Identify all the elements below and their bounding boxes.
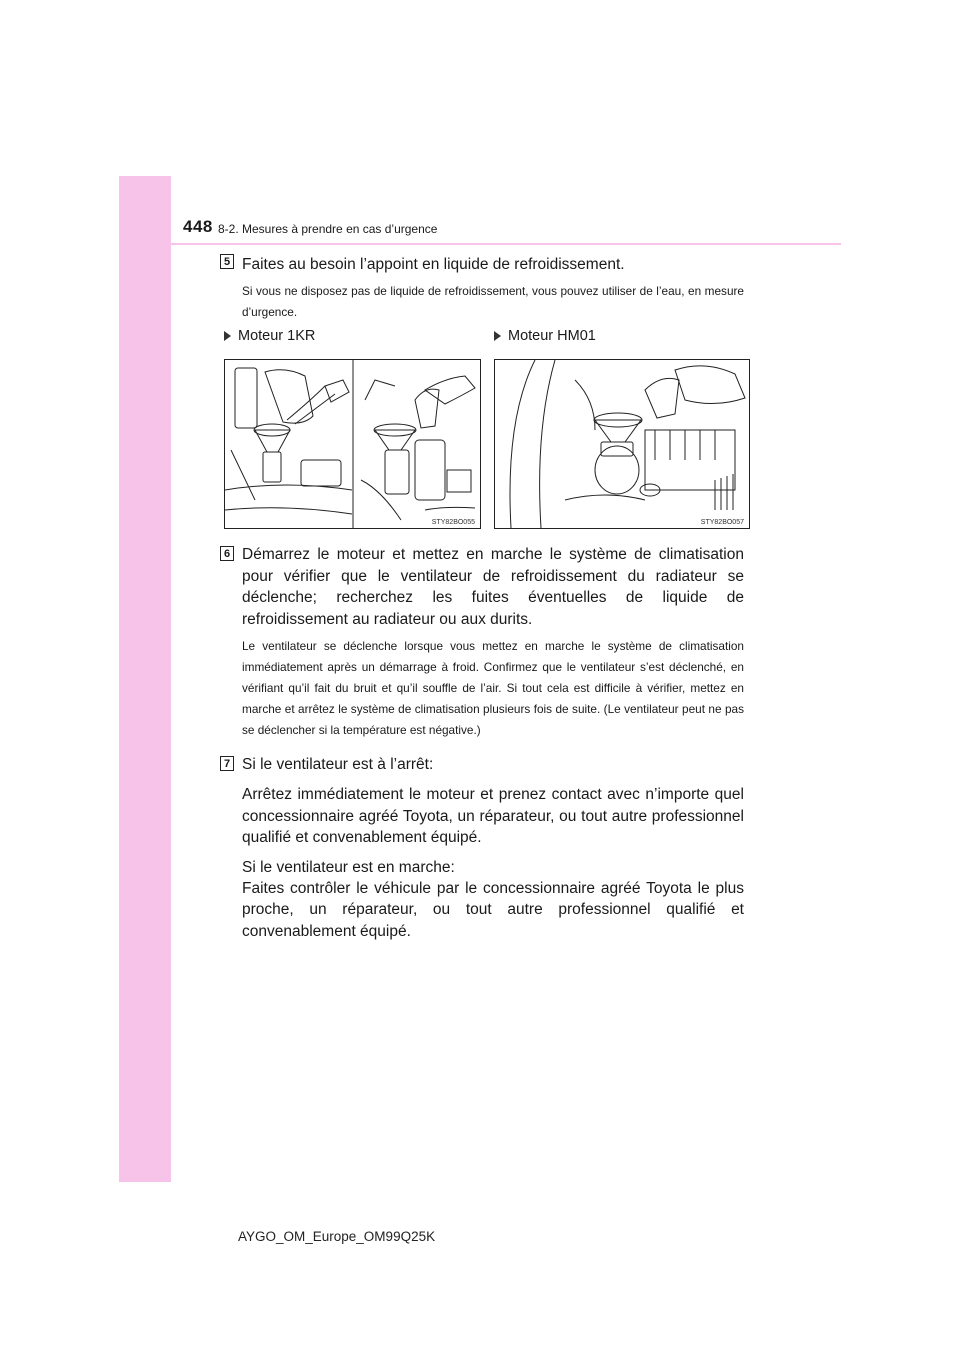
step-7-badge: 7 bbox=[220, 756, 234, 771]
triangle-bullet-icon bbox=[224, 331, 231, 341]
header-rule bbox=[171, 243, 841, 245]
step-5-block bbox=[242, 254, 744, 323]
step-7-action-running: Faites contrôler le véhicule par le concessionnaire agréé Toyota le plus proche, un réparateur, ou tout autre professionnel qualifié et convenablement équipé. bbox=[242, 879, 744, 940]
engine-label-1kr-text: Moteur 1KR bbox=[238, 328, 316, 344]
page-number: 448 bbox=[183, 217, 213, 236]
step-6-note: Le ventilateur se déclenche lorsque vous mettez en marche le système de climatisation immédiatement après un démarrage à froid. Confirmez que le ventilateur s’est déclenché, en vérifiant qu’il fait du bruit et qu’il souffle de l’air. Si tout cela est difficile à vérifier, mettez en marche et arrêtez le système de climatisation plusieurs fois de suite. (Le ventilateur peut ne pas se déclencher si la température est négative.) bbox=[242, 639, 744, 737]
figure-engine-hm01 bbox=[494, 359, 750, 529]
step-5-note: Si vous ne disposez pas de liquide de refroidissement, vous pouvez utiliser de l’eau, en mesure d’urgence. bbox=[242, 284, 744, 319]
step-6-heading: Démarrez le moteur et mettez en marche le système de climatisation pour vérifier que le ventilateur de refroidissement du radiateur se déclenche; recherchez les fuites éventuelles de liquide de refroidissement au radiateur ou aux durits. bbox=[242, 546, 744, 628]
engine-hm01-illustration bbox=[495, 360, 749, 528]
engine-label-hm01 bbox=[494, 328, 596, 344]
step-7-condition-running: Si le ventilateur est en marche: bbox=[242, 858, 455, 876]
step-5-heading: Faites au besoin l’appoint en liquide de refroidissement. bbox=[242, 256, 625, 273]
engine-label-1kr bbox=[224, 328, 315, 344]
footer-doc-code: AYGO_OM_Europe_OM99Q25K bbox=[238, 1229, 436, 1244]
section-title: 8-2. Mesures à prendre en cas d’urgence bbox=[218, 222, 438, 236]
figure-code-left: STY82BO055 bbox=[431, 519, 475, 526]
triangle-bullet-icon bbox=[494, 331, 501, 341]
engine-label-hm01-text: Moteur HM01 bbox=[508, 328, 596, 344]
figure-engine-1kr bbox=[224, 359, 481, 529]
step-7-action-stopped: Arrêtez immédiatement le moteur et prenez contact avec n’importe quel concessionnaire agréé Toyota, un réparateur, ou tout autre professionnel qualifié et convenablement équipé. bbox=[242, 786, 744, 846]
step-6-block bbox=[242, 544, 744, 741]
step-7-condition-stopped: Si le ventilateur est à l’arrêt: bbox=[242, 756, 434, 773]
side-tab-band bbox=[119, 176, 171, 1182]
figure-code-right: STY82BO057 bbox=[700, 519, 744, 526]
step-6-badge: 6 bbox=[220, 546, 234, 561]
engine-1kr-illustration bbox=[225, 360, 480, 528]
step-5-badge: 5 bbox=[220, 254, 234, 269]
step-7-block bbox=[242, 754, 744, 942]
